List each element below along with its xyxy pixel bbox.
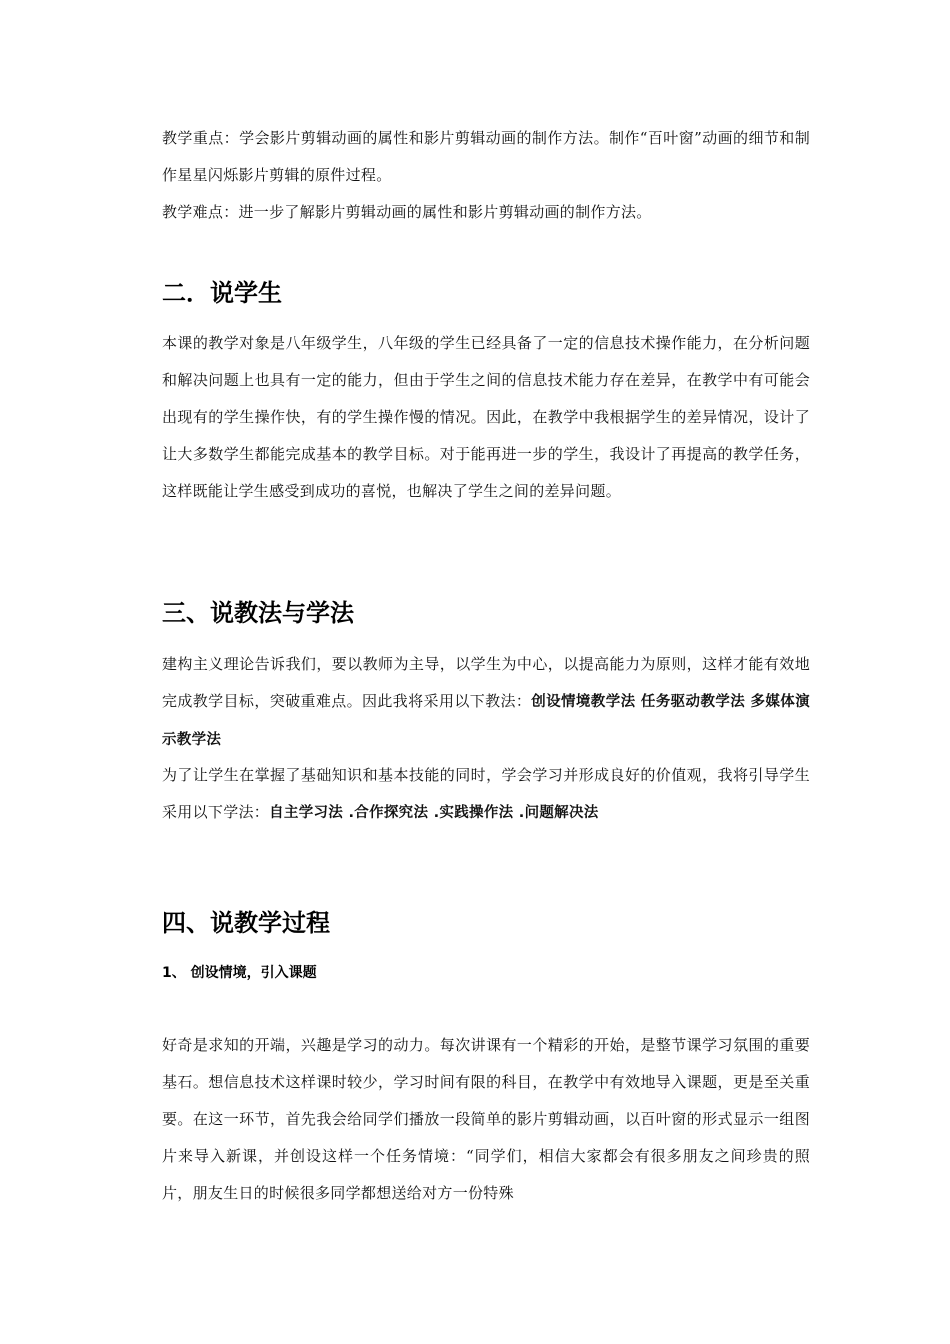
students-paragraph: 本课的教学对象是八年级学生，八年级的学生已经具备了一定的信息技术操作能力，在分析问题和解决问题上也具有一定的能力，但由于学生之间的信息技术能力存在差异，在教学中有可能会出现有的学生操作快，有的学生操作慢的情况。因此，在教学中我根据学生的差异情况，设计了让大多数学生都能完成基本的教学目标。对于能再进一步的学生，我设计了再提高的教学任务，这样既能让学生感受到成功的喜悦，也解决了学生之间的差异问题。 — [162, 334, 810, 500]
teaching-methods-paragraph — [162, 646, 810, 759]
teaching-methods-list: 创设情境教学法 任务驱动教学法 多媒体演示教学法 — [162, 694, 810, 748]
learning-methods-text: 为了让学生在掌握了基础知识和基本技能的同时，学会学习并形成良好的价值观，我将引导学生采用以下学法： — [162, 766, 810, 821]
learning-methods-list: 自主学习法 .合作探究法 .实践操作法 .问题解决法 — [269, 805, 599, 821]
difficult-points-paragraph: 教学难点：进一步了解影片剪辑动画的属性和影片剪辑动画的制作方法。 — [162, 203, 652, 221]
section-heading-process: 四、说教学过程 — [162, 909, 330, 937]
teaching-methods-text: 建构主义理论告诉我们，要以教师为主导，以学生为中心，以提高能力为原则，这样才能有效地完成教学目标，突破重难点。因此我将采用以下教法： — [162, 655, 810, 710]
section-heading-methods: 三、说教法与学法 — [162, 599, 354, 627]
process-paragraph: 好奇是求知的开端，兴趣是学习的动力。每次讲课有一个精彩的开始，是整节课学习氛围的重要基石。想信息技术这样课时较少，学习时间有限的科目，在教学中有效地导入课题，更是至关重要。在这一环节，首先我会给同学们播放一段简单的影片剪辑动画，以百叶窗的形式显示一组图片来导入新课，并创设这样一个任务情境：“同学们，相信大家都会有很多朋友之间珍贵的照片，朋友生日的时候很多同学都想送给对方一份特殊 — [162, 1036, 810, 1202]
process-subheading: 1、 创设情境，引入课题 — [162, 965, 317, 981]
learning-methods-paragraph — [162, 757, 810, 832]
key-points-paragraph: 教学重点：学会影片剪辑动画的属性和影片剪辑动画的制作方法。制作“百叶窗”动画的细节和制作星星闪烁影片剪辑的原件过程。 — [162, 129, 810, 184]
section-heading-students: 二．说学生 — [162, 279, 282, 307]
